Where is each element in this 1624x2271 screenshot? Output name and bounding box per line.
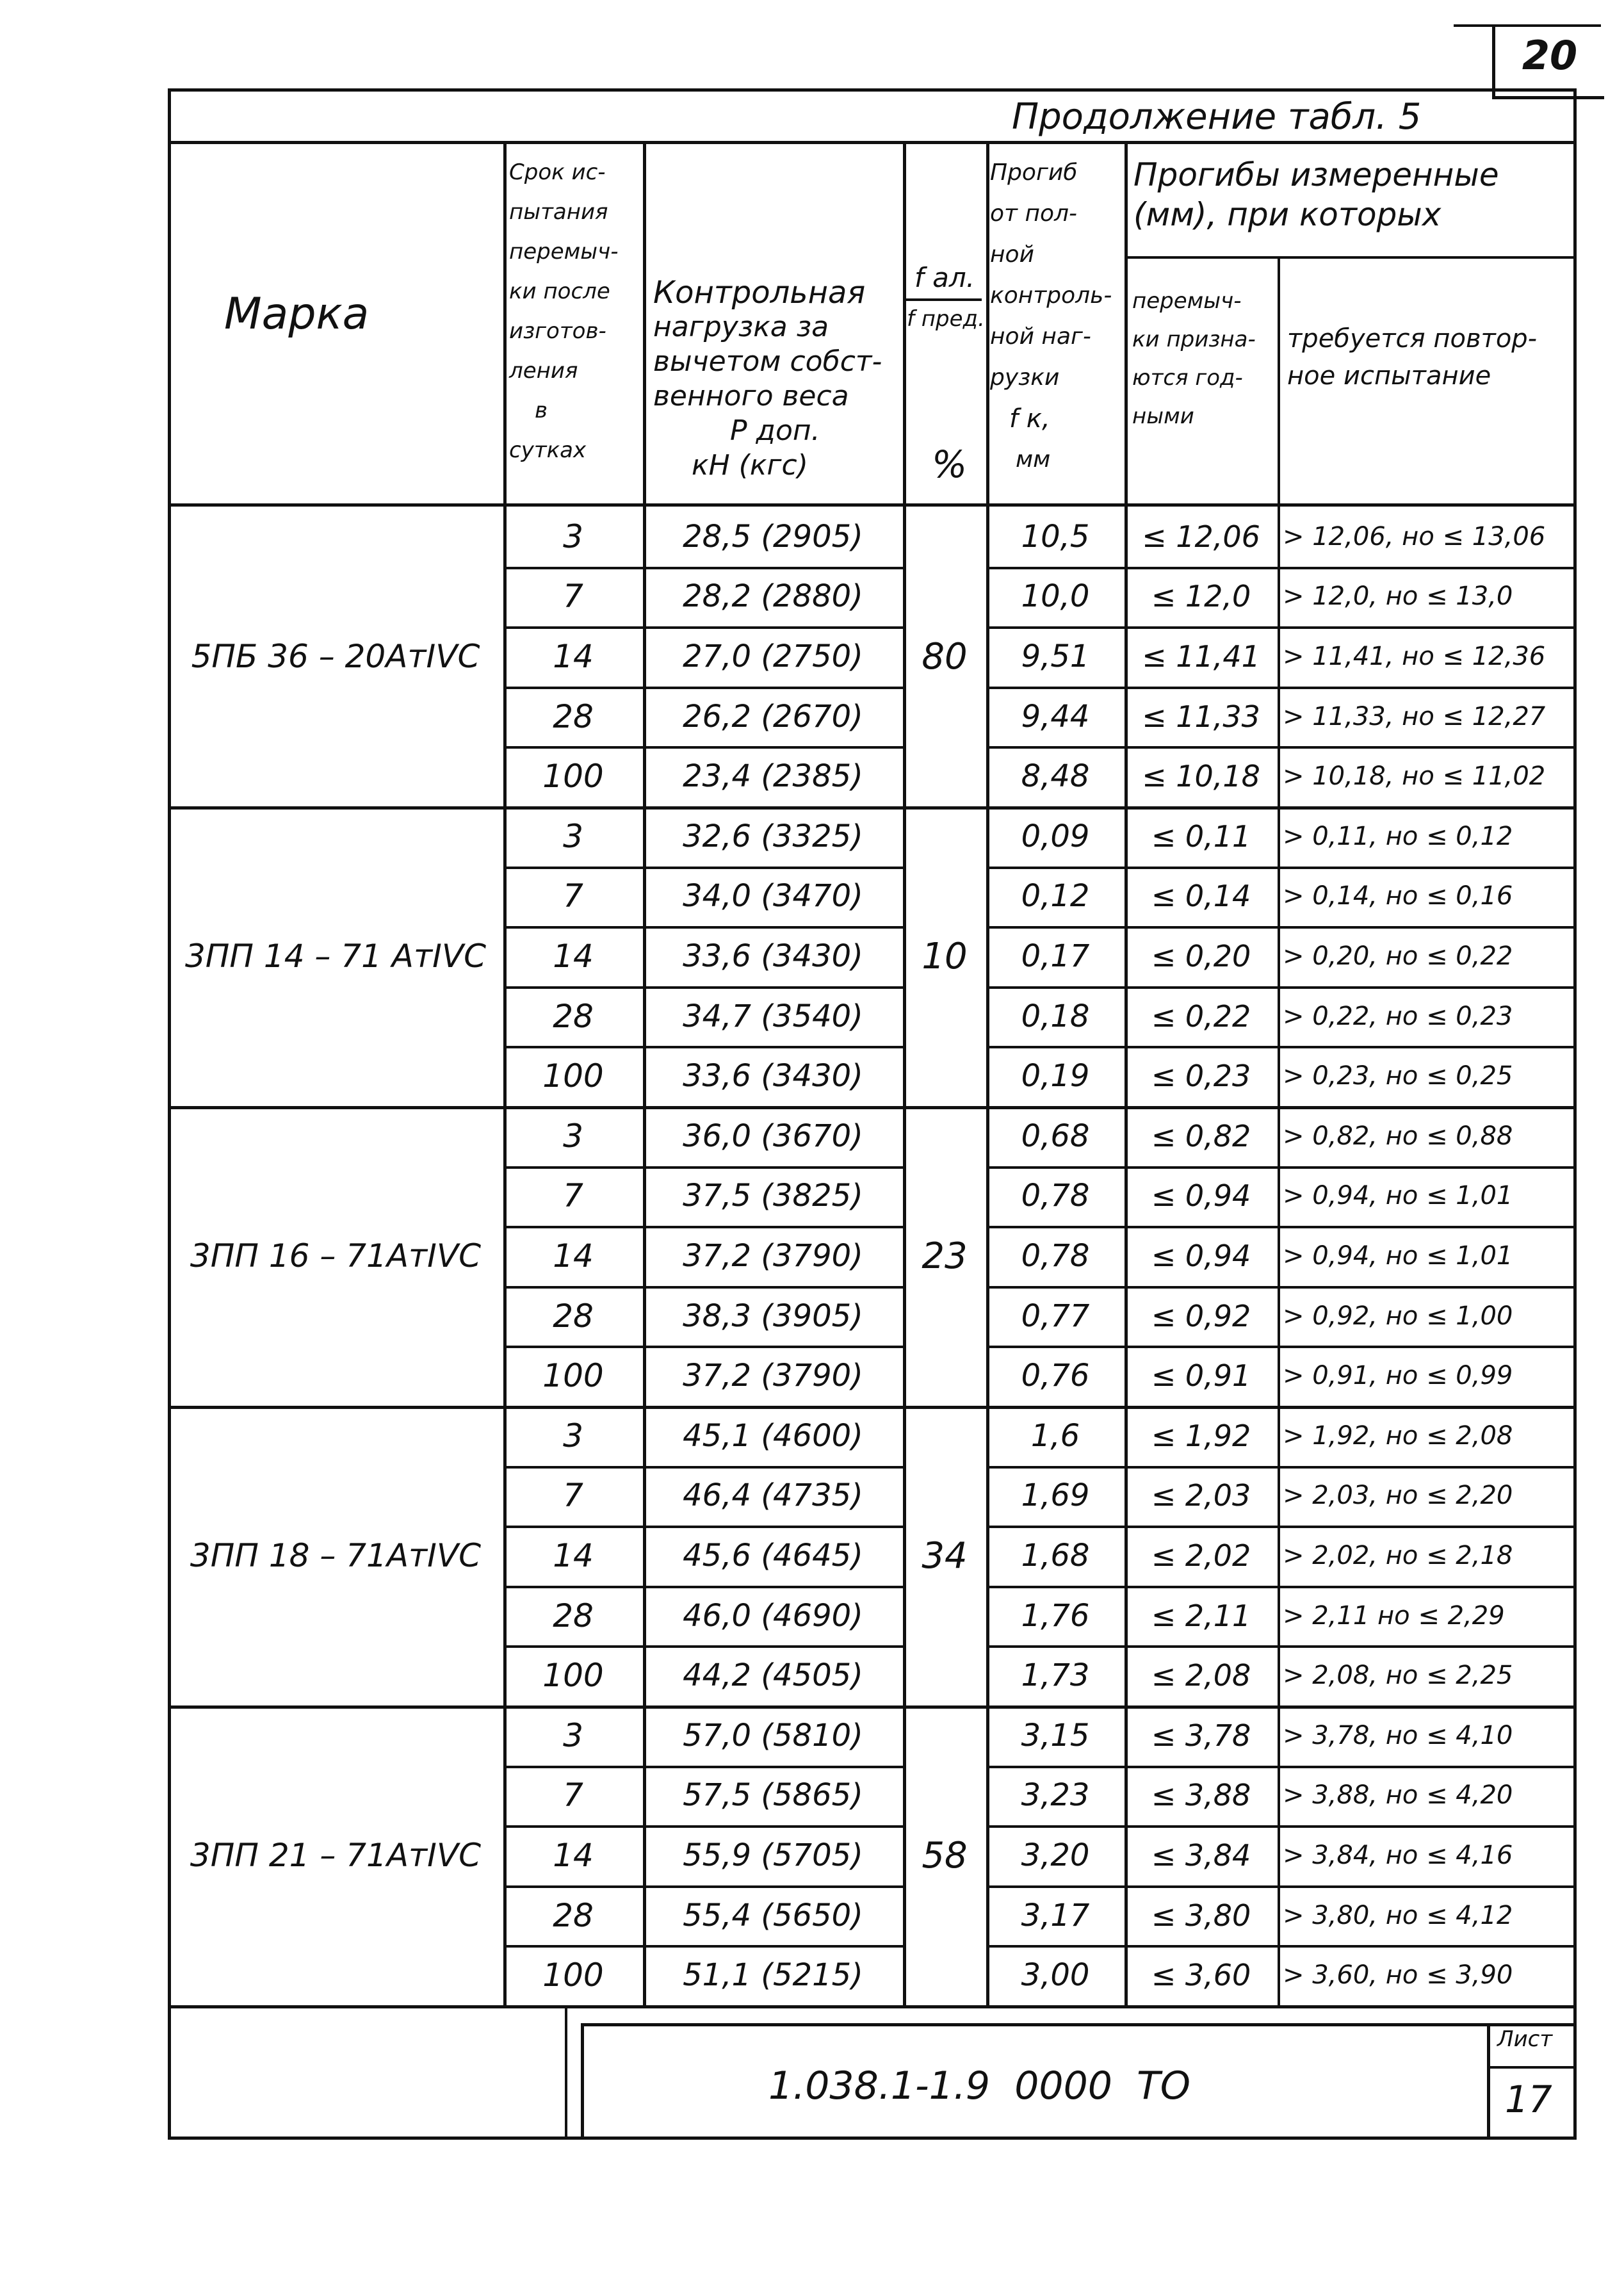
load-cell: 33,6 (3430) — [683, 1058, 863, 1095]
retest-cell: > 2,08, но ≤ 2,25 — [1283, 1661, 1513, 1691]
suitable-cell: ≤ 3,78 — [1151, 1718, 1251, 1753]
retest-cell: > 2,11 но ≤ 2,29 — [1283, 1600, 1505, 1631]
deflection-cell: 1,73 — [1021, 1657, 1090, 1694]
retest-cell: > 0,91, но ≤ 0,99 — [1283, 1361, 1513, 1391]
header-top-line — [168, 141, 1577, 144]
deflection-cell: 0,78 — [1021, 1178, 1090, 1214]
mark-cell: 3ПП 21 – 71АтIVС — [190, 1837, 482, 1874]
deflection-cell: 0,77 — [1021, 1298, 1090, 1334]
f-ratio-unit: % — [932, 443, 968, 486]
ratio-cell: 80 — [922, 635, 968, 678]
term-cell: 14 — [553, 1237, 594, 1274]
deflection-cell: 3,15 — [1021, 1717, 1090, 1754]
footer-col-divider — [565, 2005, 567, 2140]
term-cell: 100 — [542, 758, 604, 795]
ratio-cell: 23 — [922, 1235, 968, 1277]
ratio-cell: 10 — [922, 935, 968, 977]
retest-cell: > 11,41, но ≤ 12,36 — [1283, 641, 1546, 671]
deflection-cell: 8,48 — [1021, 758, 1090, 795]
retest-cell: > 2,03, но ≤ 2,20 — [1283, 1481, 1513, 1511]
load-cell: 34,0 (3470) — [683, 878, 863, 915]
term-cell: 28 — [553, 1896, 594, 1934]
stamp-left-line — [581, 2023, 584, 2140]
page-number-topline — [1454, 24, 1601, 27]
measured-subline — [1125, 256, 1577, 259]
suitable-cell: ≤ 0,20 — [1151, 938, 1251, 973]
col-line-retest — [1278, 256, 1280, 2005]
suitable-cell: ≤ 0,11 — [1151, 818, 1251, 854]
test-term-header: Срок ис- пытания перемыч- ки после изготов- ления в сутках — [509, 159, 619, 463]
term-cell: 7 — [563, 1477, 583, 1515]
term-cell: 100 — [542, 1657, 604, 1695]
retest-cell: > 11,33, но ≤ 12,27 — [1283, 701, 1546, 731]
deflection-cell: 9,51 — [1021, 638, 1090, 674]
suitable-cell: ≤ 0,94 — [1151, 1238, 1251, 1273]
footer-top-line — [168, 2005, 1577, 2008]
ratio-cell: 34 — [922, 1534, 968, 1577]
suitable-cell: ≤ 3,80 — [1151, 1898, 1251, 1933]
suitable-cell: ≤ 2,11 — [1151, 1598, 1251, 1633]
suitable-cell: ≤ 0,82 — [1151, 1118, 1251, 1153]
load-cell: 27,0 (2750) — [683, 638, 863, 674]
sheet-label: Лист — [1497, 2026, 1553, 2052]
term-cell: 14 — [553, 937, 594, 975]
term-cell: 3 — [563, 517, 583, 555]
page-number: 20 — [1522, 32, 1578, 79]
deflection-cell: 0,19 — [1021, 1058, 1090, 1095]
stamp-top-line — [581, 2023, 1577, 2026]
deflection-cell: 3,23 — [1021, 1777, 1090, 1814]
mark-header: Марка — [224, 289, 369, 339]
load-cell: 37,2 (3790) — [683, 1237, 863, 1274]
suitable-cell: ≤ 0,23 — [1151, 1059, 1251, 1094]
retest-cell: > 12,0, но ≤ 13,0 — [1283, 582, 1513, 612]
load-cell: 46,0 (4690) — [683, 1597, 863, 1634]
deflection-cell: 10,5 — [1021, 518, 1090, 555]
deflection-cell: 9,44 — [1021, 698, 1090, 735]
suitable-cell: ≤ 0,22 — [1151, 998, 1251, 1034]
suitable-cell: ≤ 3,88 — [1151, 1778, 1251, 1813]
load-cell: 26,2 (2670) — [683, 698, 863, 735]
suitable-cell: ≤ 2,03 — [1151, 1478, 1251, 1513]
term-cell: 100 — [542, 1957, 604, 1994]
load-cell: 34,7 (3540) — [683, 998, 863, 1034]
suitable-cell: ≤ 2,02 — [1151, 1538, 1251, 1573]
suitable-cell: ≤ 0,94 — [1151, 1178, 1251, 1214]
suitable-cell: ≤ 0,14 — [1151, 879, 1251, 914]
retest-cell: > 0,23, но ≤ 0,25 — [1283, 1061, 1513, 1091]
suitable-cell: ≤ 0,92 — [1151, 1298, 1251, 1333]
load-cell: 45,6 (4645) — [683, 1537, 863, 1574]
f-ratio-top: f ал. — [914, 262, 975, 293]
deflection-cell: 1,76 — [1021, 1597, 1090, 1634]
term-cell: 28 — [553, 1297, 594, 1335]
deflection-cell: 0,76 — [1021, 1358, 1090, 1394]
retest-cell: > 0,11, но ≤ 0,12 — [1283, 821, 1513, 851]
deflection-cell: 0,78 — [1021, 1237, 1090, 1274]
term-cell: 7 — [563, 578, 583, 615]
load-cell: 23,4 (2385) — [683, 758, 863, 795]
deflection-cell: 1,68 — [1021, 1537, 1090, 1574]
retest-cell: > 0,94, но ≤ 1,01 — [1283, 1241, 1513, 1271]
deflection-cell: 1,69 — [1021, 1477, 1090, 1514]
mark-cell: 3ПП 14 – 71 АтIVС — [184, 938, 487, 975]
mark-cell: 3ПП 16 – 71АтIVС — [190, 1237, 482, 1274]
load-cell: 45,1 (4600) — [683, 1417, 863, 1454]
retest-cell: > 3,88, но ≤ 4,20 — [1283, 1780, 1513, 1811]
col-line-suitable — [1125, 141, 1128, 2005]
suitable-cell: ≤ 11,33 — [1142, 699, 1260, 734]
retest-cell: > 0,14, но ≤ 0,16 — [1283, 881, 1513, 911]
suitable-header: перемыч- ки призна- ются год- ными — [1132, 288, 1256, 429]
term-cell: 100 — [542, 1357, 604, 1395]
load-cell: 57,5 (5865) — [683, 1777, 863, 1814]
retest-cell: > 3,80, но ≤ 4,12 — [1283, 1900, 1513, 1930]
f-ratio-bottom: f пред. — [907, 306, 985, 332]
load-cell: 44,2 (4505) — [683, 1657, 863, 1694]
sheet-box-left — [1487, 2023, 1490, 2140]
document-code: 1.038.1-1.9 0000 ТО — [768, 2063, 1190, 2108]
term-cell: 3 — [563, 817, 583, 855]
deflection-cell: 0,17 — [1021, 938, 1090, 974]
retest-cell: > 3,84, но ≤ 4,16 — [1283, 1840, 1513, 1870]
retest-cell: > 10,18, но ≤ 11,02 — [1283, 761, 1546, 792]
load-cell: 37,2 (3790) — [683, 1358, 863, 1394]
sheet-number: 17 — [1505, 2078, 1552, 2121]
load-cell: 28,5 (2905) — [683, 518, 863, 555]
deflection-cell: 0,68 — [1021, 1118, 1090, 1154]
load-cell: 38,3 (3905) — [683, 1298, 863, 1334]
term-cell: 28 — [553, 997, 594, 1035]
retest-cell: > 0,22, но ≤ 0,23 — [1283, 1001, 1513, 1031]
deflection-cell: 3,00 — [1021, 1957, 1090, 1994]
suitable-cell: ≤ 12,0 — [1151, 579, 1251, 614]
load-cell: 46,4 (4735) — [683, 1477, 863, 1514]
load-cell: 28,2 (2880) — [683, 578, 863, 615]
deflection-cell: 3,17 — [1021, 1897, 1090, 1933]
term-cell: 28 — [553, 1597, 594, 1634]
suitable-cell: ≤ 3,60 — [1151, 1958, 1251, 1993]
term-cell: 7 — [563, 1777, 583, 1814]
mark-cell: 3ПП 18 – 71АтIVС — [190, 1537, 482, 1574]
mark-cell: 5ПБ 36 – 20АтIVС — [191, 638, 480, 675]
retest-cell: > 2,02, но ≤ 2,18 — [1283, 1540, 1513, 1570]
term-cell: 14 — [553, 1536, 594, 1574]
suitable-cell: ≤ 10,18 — [1142, 759, 1260, 794]
retest-cell: > 3,60, но ≤ 3,90 — [1283, 1960, 1513, 1990]
full-deflection-header: Прогиб от пол- ной контроль- ной наг- рузки f к, мм — [990, 159, 1112, 473]
continuation-label: Продолжение табл. 5 — [1012, 96, 1422, 138]
term-cell: 3 — [563, 1117, 583, 1155]
retest-cell: > 12,06, но ≤ 13,06 — [1283, 521, 1546, 551]
deflection-cell: 0,18 — [1021, 998, 1090, 1034]
retest-cell: > 0,20, но ≤ 0,22 — [1283, 941, 1513, 971]
term-cell: 28 — [553, 697, 594, 735]
ratio-cell: 58 — [922, 1834, 968, 1876]
control-load-header: Контрольная нагрузка за вычетом собст- венного веса Р доп. кН (кгс) — [653, 275, 882, 482]
load-cell: 37,5 (3825) — [683, 1178, 863, 1214]
suitable-cell: ≤ 3,84 — [1151, 1837, 1251, 1873]
term-cell: 3 — [563, 1716, 583, 1754]
load-cell: 55,9 (5705) — [683, 1837, 863, 1873]
suitable-cell: ≤ 2,08 — [1151, 1658, 1251, 1693]
load-cell: 51,1 (5215) — [683, 1957, 863, 1994]
retest-header: требуется повтор- ное испытание — [1287, 324, 1538, 391]
retest-cell: > 0,82, но ≤ 0,88 — [1283, 1121, 1513, 1151]
sheet-box-mid — [1487, 2066, 1577, 2069]
retest-cell: > 0,92, но ≤ 1,00 — [1283, 1301, 1513, 1331]
load-cell: 32,6 (3325) — [683, 818, 863, 854]
retest-cell: > 3,78, но ≤ 4,10 — [1283, 1720, 1513, 1750]
deflection-cell: 10,0 — [1021, 578, 1090, 615]
suitable-cell: ≤ 1,92 — [1151, 1418, 1251, 1453]
load-cell: 57,0 (5810) — [683, 1717, 863, 1754]
suitable-cell: ≤ 11,41 — [1142, 639, 1260, 674]
load-cell: 33,6 (3430) — [683, 938, 863, 974]
measured-header: Прогибы измеренные (мм), при которых — [1133, 156, 1499, 233]
term-cell: 7 — [563, 1177, 583, 1215]
suitable-cell: ≤ 0,91 — [1151, 1358, 1251, 1394]
load-cell: 36,0 (3670) — [683, 1118, 863, 1154]
term-cell: 100 — [542, 1057, 604, 1095]
f-ratio-bar — [906, 298, 982, 301]
term-cell: 3 — [563, 1417, 583, 1454]
col-line-load — [643, 141, 646, 2005]
deflection-cell: 0,09 — [1021, 818, 1090, 854]
deflection-cell: 1,6 — [1030, 1417, 1080, 1454]
retest-cell: > 0,94, но ≤ 1,01 — [1283, 1181, 1513, 1211]
suitable-cell: ≤ 12,06 — [1142, 519, 1260, 554]
term-cell: 14 — [553, 637, 594, 675]
retest-cell: > 1,92, но ≤ 2,08 — [1283, 1420, 1513, 1451]
deflection-cell: 0,12 — [1021, 878, 1090, 915]
deflection-cell: 3,20 — [1021, 1837, 1090, 1873]
term-cell: 7 — [563, 877, 583, 915]
load-cell: 55,4 (5650) — [683, 1897, 863, 1933]
term-cell: 14 — [553, 1836, 594, 1874]
